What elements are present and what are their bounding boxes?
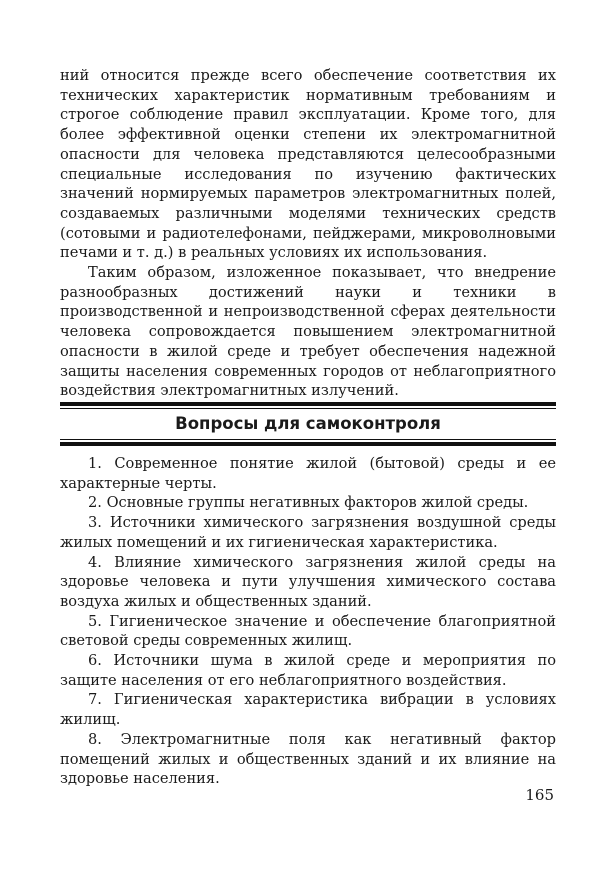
question-item: 2. Основные группы негативных факторов жилой среды. xyxy=(88,494,529,512)
paragraph-conclusion: Таким образом, изложенное показывает, что внедрение разнообразных достижений науки и техники в производственной и непроизводственной сферах деятельности человека сопровождается повышением электромагнитной опасности в жилой среде и требует обеспечения надежной защиты населения современных городов от неблагоприятного воздействия электромагнитных излучений. xyxy=(60,264,556,400)
heading-rule-bottom-thin xyxy=(60,439,556,440)
questions-list xyxy=(60,454,556,789)
question-item: 1. Современное понятие жилой (бытовой) среды и ее характерные черты. xyxy=(60,455,556,492)
body-text xyxy=(60,66,556,401)
question-item: 5. Гигиеническое значение и обеспечение благоприятной световой среды современных жилищ. xyxy=(60,612,556,650)
paragraph-continued: ний относится прежде всего обеспечение соответствия их технических характеристик нормативным требованиям и строгое соблюдение правил эксплуатации. Кроме того, для более эффективной оценки степени их электромагнитной опасности для человека представляются целесообразными специальные исследования по изучению фактических значений нормируемых параметров электромагнитных полей, создаваемых различными моделями технических средств (сотовыми и радиотелефонами, пейджерами, микроволновыми печами и т. д.) в реальных условиях их использования. xyxy=(60,67,556,262)
question-item: 4. Влияние химического загрязнения жилой среды на здоровье человека и пути улучшения химического состава воздуха жилых и общественных зданий. xyxy=(60,553,556,610)
heading-rule-bottom-thick xyxy=(60,442,556,446)
question-item: 8. Электромагнитные поля как негативный фактор помещений жилых и общественных зданий и их влияние на здоровье населения. xyxy=(60,730,556,788)
section-heading: Вопросы для самоконтроля xyxy=(175,414,441,433)
question-item: 3. Источники химического загрязнения воздушной среды жилых помещений и их гигиеническая характеристика. xyxy=(60,514,556,551)
page-number: 165 xyxy=(525,786,554,804)
question-item: 6. Источники шума в жилой среде и мероприятия по защите населения от его неблагоприятного воздействия. xyxy=(60,652,556,689)
question-item: 7. Гигиеническая характеристика вибрации в условиях жилищ. xyxy=(60,691,556,729)
section-heading-block xyxy=(60,402,556,446)
heading-rule-top-thick xyxy=(60,402,556,406)
